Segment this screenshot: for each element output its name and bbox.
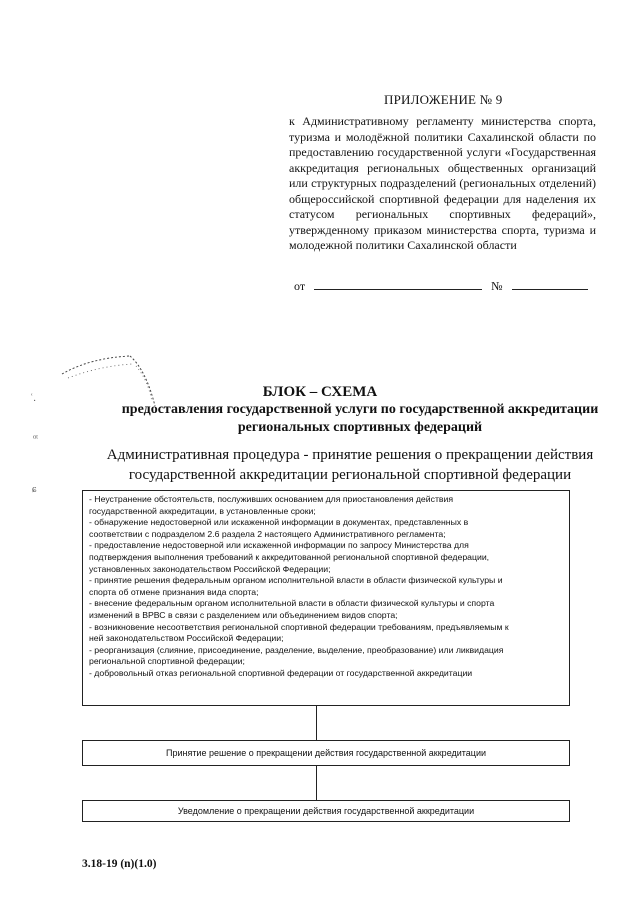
appendix-title: ПРИЛОЖЕНИЕ № 9	[384, 92, 503, 107]
reason-line: установленных законодательством Российской Федерации;	[89, 563, 331, 574]
approval-date-number-line	[294, 278, 594, 294]
margin-mark: ʿ.	[30, 393, 36, 404]
reason-line: - принятие решения федеральным органом исполнительной власти в области физической культуры и	[89, 575, 503, 586]
reason-line: - обнаружение недостоверной или искаженной информации в документах, представленных в	[89, 517, 469, 528]
reason-line: ней законодательством Российской Федерации;	[89, 633, 284, 644]
reason-line: подтверждения выполнения требований к аккредитованной региональной спортивной федерации,	[89, 551, 490, 562]
notice-box	[82, 800, 570, 822]
reason-line: - внесение федеральным органом исполнительной власти в области физической культуры и спорта	[89, 598, 495, 609]
scheme-title: БЛОК – СХЕМА	[262, 384, 378, 400]
termination-grounds-box	[82, 490, 570, 706]
reason-line: региональной спортивной федерации;	[89, 656, 245, 667]
notice-label: Уведомление о прекращении действия государственной аккредитации	[177, 806, 475, 816]
appendix-reference-text: к Административному регламенту министерства спорта, туризма и молодёжной политики Сахалинской области по предоставлению государственной услуги «Государственная аккредитация региональных общественных организаций или структурных подразделений (региональных отделений) общероссийской спортивной федерации для наделения их статусом региональных спортивных федераций», утвержденному приказом министерства спорта, туризма и молодежной политики Сахалинской области	[289, 114, 596, 252]
reason-line: изменений в ВРВС в связи с разделением или объединением видов спорта;	[89, 609, 398, 620]
reason-line: государственной аккредитации, в установленные сроки;	[89, 505, 316, 516]
decision-box	[82, 740, 570, 766]
decision-label: Принятие решение о прекращении действия государственной аккредитации	[165, 748, 487, 758]
reason-line: спорта об отмене признания вида спорта;	[89, 586, 259, 597]
reason-line: - предоставление недостоверной или искаженной информации по запросу Министерства для	[89, 540, 469, 551]
margin-mark: ɕ	[32, 484, 37, 495]
reason-line: - реорганизация (слияние, присоединение, разделение, выделение, преобразование) или ликвидация	[89, 644, 504, 655]
flow-connector	[316, 706, 317, 740]
flow-connector	[316, 766, 317, 800]
reason-line: - добровольный отказ региональной спортивной федерации от государственной аккредитации	[89, 667, 473, 678]
number-blank	[512, 278, 588, 290]
reason-line: соответствии с подразделом 2.6 раздела 2 настоящего Административного регламента;	[89, 528, 446, 539]
margin-mark: ᵅᵗ	[33, 433, 39, 444]
number-label: №	[491, 279, 503, 293]
date-blank	[314, 278, 482, 290]
procedure-title: Административная процедура - принятие решения о прекращении действия государственной аккредитации региональной спортивной федерации	[106, 447, 594, 483]
reason-line: - возникновение несоответствия региональной спортивной федерации требованиям, предъявляемым к	[89, 621, 509, 632]
scheme-subtitle: предоставления государственной услуги по государственной аккредитации региональных спортивных федераций	[121, 402, 599, 435]
document-code: 3.18-19 (n)(1.0)	[82, 858, 157, 870]
reason-line: - Неустранение обстоятельств, послуживших основанием для приостановления действия	[89, 494, 454, 504]
date-label: от	[294, 279, 306, 293]
